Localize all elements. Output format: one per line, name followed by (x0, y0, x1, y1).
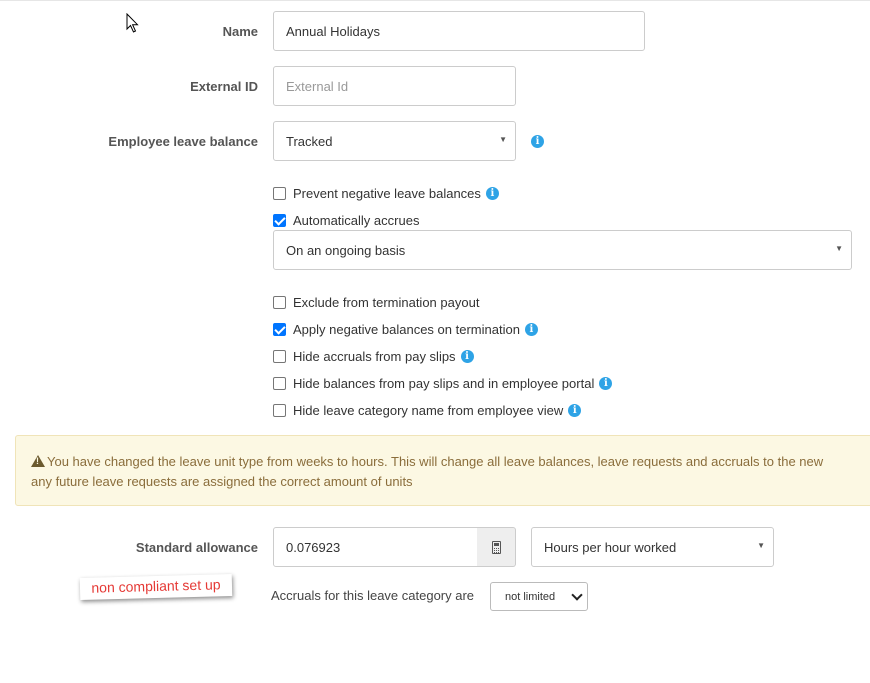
prevent-negative-balances-checkbox[interactable] (273, 187, 286, 200)
accrual-limit-label: Accruals for this leave category are (271, 588, 475, 603)
external-id-placeholder: External Id (286, 78, 349, 94)
prevent-negative-balances-option[interactable] (273, 185, 499, 201)
hide-accruals-label: Hide accruals from pay slips (293, 348, 456, 364)
external-id-input[interactable] (273, 66, 516, 106)
hide-category-name-checkbox[interactable] (273, 404, 286, 417)
accrual-basis-select[interactable] (273, 230, 852, 270)
warning-line-1 (31, 452, 870, 472)
standard-allowance-label: Standard allowance (135, 540, 258, 555)
name-input-value: Annual Holidays (286, 23, 380, 39)
automatically-accrues-option[interactable] (273, 212, 424, 228)
info-icon[interactable]: i (486, 187, 499, 200)
allowance-unit-select[interactable] (531, 527, 774, 567)
top-divider (0, 0, 870, 1)
hide-category-name-option[interactable] (273, 402, 581, 418)
apply-negative-balances-option[interactable] (273, 321, 538, 337)
exclude-termination-payout-label: Exclude from termination payout (293, 294, 480, 310)
automatically-accrues-label: Automatically accrues (293, 212, 420, 228)
hide-accruals-option[interactable] (273, 348, 474, 364)
info-icon[interactable]: i (531, 135, 544, 148)
chevron-down-icon (571, 589, 582, 600)
hide-accruals-checkbox[interactable] (273, 350, 286, 363)
non-compliant-annotation: non compliant set up (80, 574, 233, 600)
dropdown-arrow-icon: ▼ (757, 541, 765, 550)
prevent-negative-balances-label: Prevent negative leave balances (293, 185, 481, 201)
employee-leave-balance-value: Tracked (286, 133, 333, 149)
calculator-button[interactable] (477, 527, 516, 567)
external-id-label: External ID (190, 79, 258, 94)
calculator-icon (492, 541, 501, 554)
employee-leave-balance-select[interactable] (273, 121, 516, 161)
info-icon[interactable]: i (525, 323, 538, 336)
automatically-accrues-checkbox[interactable] (273, 214, 286, 227)
apply-negative-balances-checkbox[interactable] (273, 323, 286, 336)
hide-balances-option[interactable] (273, 375, 612, 391)
info-icon[interactable]: i (568, 404, 581, 417)
accrual-limit-select[interactable] (490, 582, 588, 611)
employee-leave-balance-label: Employee leave balance (108, 134, 258, 149)
name-input[interactable] (273, 11, 645, 51)
warning-triangle-icon (31, 455, 45, 467)
standard-allowance-input[interactable] (273, 527, 478, 567)
dropdown-arrow-icon: ▼ (835, 244, 843, 253)
dropdown-arrow-icon: ▼ (499, 135, 507, 144)
leave-unit-warning-alert (15, 435, 870, 506)
hide-balances-label: Hide balances from pay slips and in employee portal (293, 375, 595, 391)
warning-text-2: any future leave requests are assigned the correct amount of units (31, 474, 413, 489)
exclude-termination-payout-option[interactable] (273, 294, 484, 310)
apply-negative-balances-label: Apply negative balances on termination (293, 321, 520, 337)
warning-text-1: You have changed the leave unit type from weeks to hours. This will change all leave balances, leave requests and accruals to the new (47, 454, 824, 469)
hide-balances-checkbox[interactable] (273, 377, 286, 390)
info-icon[interactable]: i (599, 377, 612, 390)
name-label: Name (222, 24, 258, 39)
standard-allowance-value: 0.076923 (286, 539, 341, 555)
allowance-unit-value: Hours per hour worked (544, 539, 677, 555)
hide-category-name-label: Hide leave category name from employee view (293, 402, 564, 418)
exclude-termination-payout-checkbox[interactable] (273, 296, 286, 309)
accrual-basis-value: On an ongoing basis (286, 242, 406, 258)
accrual-limit-value: not limited (505, 590, 556, 603)
info-icon[interactable]: i (461, 350, 474, 363)
